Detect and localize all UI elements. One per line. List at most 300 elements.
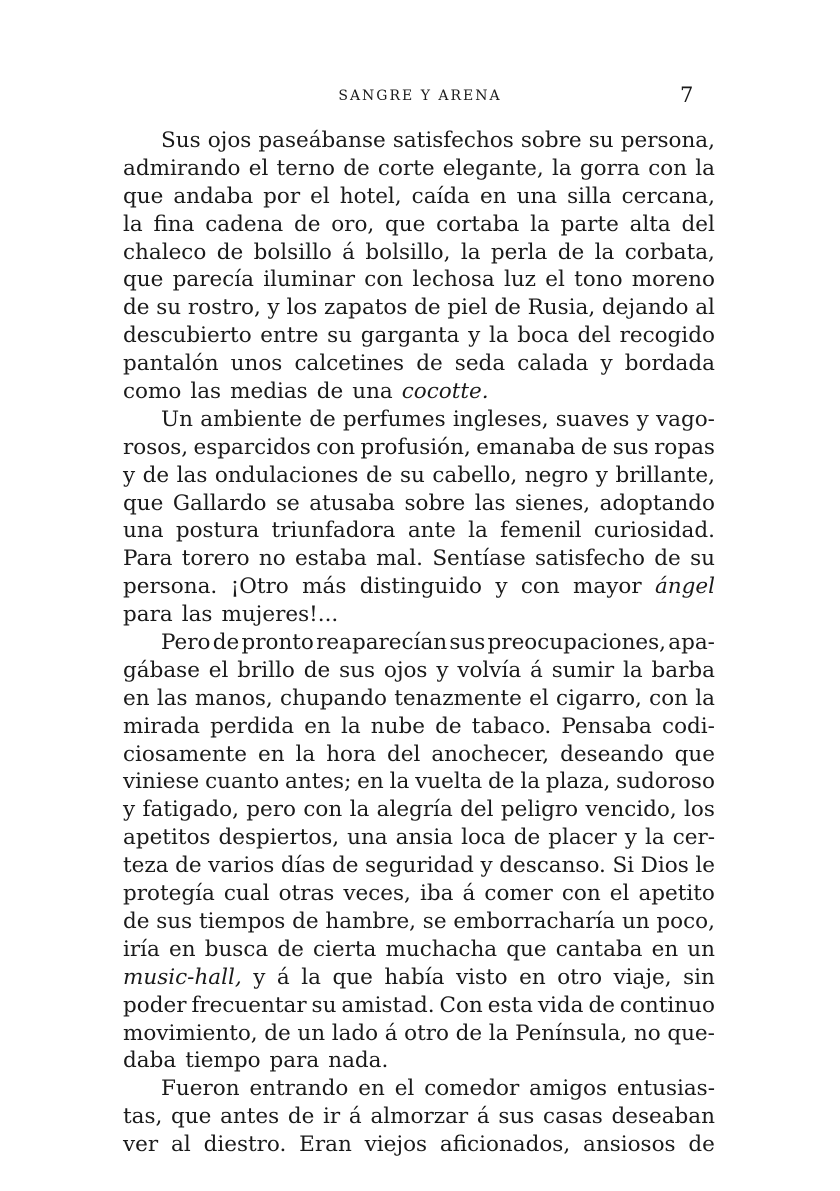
word: y (436, 657, 449, 683)
text-line (123, 378, 715, 406)
word: hotel, (339, 183, 402, 209)
word: de (580, 434, 608, 460)
word: ansiosos (583, 1132, 676, 1158)
text-line (123, 629, 715, 657)
word: de (494, 295, 521, 321)
text-line (123, 155, 715, 183)
running-title: SANGRE Y ARENA (338, 88, 502, 104)
word: una (123, 518, 164, 544)
text-line (123, 824, 715, 852)
text-line (123, 657, 715, 685)
word: antes; (285, 769, 352, 795)
word: satisfecho (535, 546, 645, 572)
word: corbata, (624, 239, 715, 265)
word: á (462, 881, 476, 907)
word: tono (574, 267, 623, 293)
word: ver (123, 1132, 159, 1158)
word: se (422, 908, 447, 934)
word: rosos, (123, 434, 189, 460)
word: suaves (555, 406, 630, 432)
word: daba (123, 1048, 177, 1074)
word: sus (339, 657, 376, 683)
word: almorzar (370, 1104, 469, 1130)
word: á (476, 1104, 490, 1130)
word: satisfechos (392, 128, 514, 153)
word: barba (651, 657, 715, 683)
word: medias (230, 379, 308, 405)
word: de (212, 630, 240, 656)
word: y (468, 323, 481, 349)
word: perdida (210, 713, 295, 739)
word: y (624, 825, 637, 851)
word: iría (123, 936, 160, 962)
word: de (293, 211, 321, 237)
text-line (123, 434, 715, 462)
word: la (695, 685, 715, 711)
word: manos, (194, 685, 273, 711)
word: sudoroso (616, 769, 715, 795)
word: vuelta (415, 769, 483, 795)
word: á (384, 1020, 398, 1046)
word: movimiento, (123, 1020, 258, 1046)
word: apa- (668, 630, 715, 656)
word: á (342, 239, 355, 265)
word: con (561, 881, 601, 907)
word: á (276, 964, 290, 990)
word: el (248, 155, 269, 181)
word: sus (612, 434, 649, 460)
word: en (651, 936, 679, 962)
word: de (455, 1020, 483, 1046)
word: Rusia, (527, 295, 596, 321)
word: con (520, 574, 560, 600)
word: en (168, 936, 196, 962)
word: Pero (161, 630, 211, 656)
word: de (416, 351, 443, 377)
word: busca (204, 936, 269, 962)
word: emanaba (476, 434, 576, 460)
text-line (123, 239, 715, 267)
word: Un (161, 406, 193, 432)
word: entrando (249, 1076, 349, 1102)
word: mirada (123, 713, 200, 739)
word: deseaban (611, 1104, 715, 1130)
text-line (123, 964, 715, 992)
word: vago- (655, 406, 715, 432)
word: hora (326, 741, 377, 767)
word: reaparecían (316, 630, 448, 656)
word: frecuentar (191, 992, 307, 1018)
word: oro, (331, 211, 375, 237)
word: profusión, (360, 434, 471, 460)
word: apetito (638, 881, 715, 907)
word: no (258, 546, 286, 572)
word: de (654, 546, 681, 572)
word: diestro. (203, 1132, 287, 1158)
word: tabaco. (471, 713, 552, 739)
text-line (123, 992, 715, 1020)
word: estaba (294, 546, 367, 572)
word: la (123, 211, 143, 237)
word: caída (411, 183, 470, 209)
word: Si (612, 853, 635, 879)
word: para (123, 602, 173, 628)
text-line (123, 490, 715, 518)
word: cual (223, 881, 270, 907)
word: paseábanse (258, 128, 386, 153)
word: en (304, 713, 331, 739)
word: con (649, 685, 689, 711)
word: de (435, 713, 462, 739)
word: los (684, 797, 715, 823)
text-line (123, 768, 715, 796)
text-line (123, 685, 715, 713)
word: de (331, 853, 359, 879)
word: brillo (237, 657, 295, 683)
word: con (648, 155, 688, 181)
word: del (387, 741, 421, 767)
word: la (301, 964, 321, 990)
word: comedor (424, 1076, 520, 1102)
word: perfumes (342, 406, 446, 432)
word: atusaba (309, 490, 395, 516)
text-line (123, 1020, 715, 1048)
word: con (303, 797, 343, 823)
word: la (488, 1020, 509, 1046)
word: luz (503, 267, 537, 293)
word: de (175, 853, 202, 879)
word: la (460, 239, 481, 265)
word: zapatos (324, 295, 408, 321)
word: en (479, 183, 507, 209)
word: brillante, (615, 462, 715, 488)
word: otras (278, 881, 335, 907)
word: de (123, 295, 150, 321)
text-line (123, 1131, 715, 1159)
word: le (695, 853, 715, 879)
text-line (123, 1103, 715, 1131)
word: no (633, 1020, 661, 1046)
word: cantaba (555, 936, 643, 962)
word: aficionados, (439, 1132, 571, 1158)
word: viniese (123, 769, 200, 795)
word: Pensaba (561, 713, 652, 739)
word: la (695, 155, 715, 181)
word: femenil (500, 518, 582, 544)
word: al (695, 295, 715, 321)
word: del (681, 211, 715, 237)
word: codi- (662, 713, 715, 739)
word: pronto (241, 630, 314, 656)
text-line (123, 211, 715, 239)
word: de (365, 462, 393, 488)
word: preocupaciones, (487, 630, 667, 656)
word: poco, (656, 908, 715, 934)
word: de (123, 908, 150, 934)
word: despiertos, (218, 825, 340, 851)
word: sienes, (515, 490, 591, 516)
word: que (123, 267, 164, 293)
word: triunfadora (271, 518, 396, 544)
word: una (352, 379, 393, 405)
word: chupando (280, 685, 387, 711)
word: cocotte. (401, 379, 489, 405)
word: la (551, 155, 572, 181)
word: dejando (601, 295, 689, 321)
word: cuanto (205, 769, 280, 795)
word: y (123, 462, 136, 488)
word: hambre, (325, 908, 417, 934)
word: anochecer, (431, 741, 550, 767)
text-line (123, 322, 715, 350)
word: en (357, 769, 384, 795)
word: Península, (515, 1020, 628, 1046)
word: ojos (207, 128, 252, 153)
word: á (348, 1104, 362, 1130)
word: y (123, 797, 136, 823)
word: veces, (343, 881, 411, 907)
word: otro (404, 1020, 449, 1046)
text-line (123, 601, 715, 629)
word: y (600, 351, 613, 377)
word: emborracharía (453, 908, 616, 934)
word: alegría (376, 797, 453, 823)
word: que (332, 964, 373, 990)
word: las (181, 602, 213, 628)
word: persona, (620, 128, 715, 153)
word: comer (484, 881, 553, 907)
word: de (277, 936, 304, 962)
word: gorra (579, 155, 640, 181)
word: chaleco (123, 239, 207, 265)
word: la (349, 797, 370, 823)
word: de (688, 1132, 715, 1158)
word: adoptando (599, 490, 715, 516)
word: la (622, 657, 643, 683)
word: gábase (123, 657, 200, 683)
word: entre (260, 323, 319, 349)
word: en (123, 685, 150, 711)
word: moreno (631, 267, 715, 293)
word: el (529, 685, 549, 711)
word: sus (498, 1104, 535, 1130)
word: Fueron (161, 1076, 240, 1102)
word: elegante, (442, 155, 544, 181)
word: perla (490, 239, 548, 265)
word: torero (181, 546, 250, 572)
word: otro (557, 964, 603, 990)
word: tiempo (185, 1048, 261, 1074)
word: casas (543, 1104, 603, 1130)
word: negro (524, 462, 589, 488)
word: los (286, 295, 318, 321)
word: andaba (173, 183, 254, 209)
word: lechosa (412, 267, 495, 293)
word: para (269, 1048, 320, 1074)
text-line (123, 880, 715, 908)
word: piel (447, 295, 488, 321)
word: sus (156, 908, 193, 934)
word: bolsillo, (365, 239, 451, 265)
word: descanso. (499, 853, 606, 879)
word: apetitos (123, 825, 211, 851)
word: rostro, (187, 295, 261, 321)
word: ansia (395, 825, 454, 851)
word: Sentíase (432, 546, 526, 572)
word: sobre (520, 128, 582, 153)
word: las (176, 462, 208, 488)
word: sobre (404, 490, 466, 516)
word: loca (461, 825, 506, 851)
word: ropas (654, 434, 715, 460)
page-number: 7 (680, 83, 694, 107)
word: curiosidad. (593, 518, 715, 544)
word: cortaba (436, 211, 520, 237)
word: de (287, 1104, 315, 1130)
word: el (394, 1076, 415, 1102)
word: más (302, 574, 347, 600)
word: Dios (640, 853, 689, 879)
word: Para (123, 546, 173, 572)
text-line (123, 266, 715, 294)
word: silla (567, 183, 612, 209)
word: Sus (161, 128, 201, 153)
word: una (347, 825, 388, 851)
word: la (488, 323, 509, 349)
word: cabello, (432, 462, 518, 488)
word: se (275, 490, 300, 516)
word: recogido (619, 323, 715, 349)
word: ambiente (200, 406, 302, 432)
text-line (123, 127, 715, 155)
word: en (519, 964, 546, 990)
word: la (340, 713, 361, 739)
word: unos (230, 351, 283, 377)
word: entusias- (616, 1076, 715, 1102)
text-line (123, 852, 715, 880)
word: lado (331, 1020, 379, 1046)
word: y (595, 462, 608, 488)
word: parte (560, 211, 619, 237)
word: tenazmente (394, 685, 522, 711)
word: al (171, 1132, 191, 1158)
word: tas, (123, 1104, 163, 1130)
word: á (530, 657, 543, 683)
word: teza (123, 853, 169, 879)
word: esparcidos (193, 434, 311, 460)
word: la (594, 239, 615, 265)
text-line (123, 517, 715, 545)
word: deseando (560, 741, 664, 767)
word: cer- (672, 825, 715, 851)
word: garganta (360, 323, 460, 349)
word: de (142, 462, 170, 488)
word: Gallardo (172, 490, 267, 516)
word: placer (548, 825, 617, 851)
word: cierta (312, 936, 377, 962)
word: boca (517, 323, 569, 349)
word: pero (246, 797, 297, 823)
word: muchacha (385, 936, 498, 962)
word: plaza, (545, 769, 611, 795)
word: su (327, 323, 353, 349)
word: tiempos (198, 908, 286, 934)
word: un (687, 936, 715, 962)
word: con (364, 267, 404, 293)
word: admirando (123, 155, 241, 181)
word: en (258, 741, 285, 767)
word: corte (377, 155, 435, 181)
word: que (123, 490, 164, 516)
word: había (384, 964, 445, 990)
word: antes (220, 1104, 280, 1130)
word: de (557, 239, 585, 265)
word: mujeres!... (221, 602, 339, 628)
word: sin (683, 964, 715, 990)
word: nube (370, 713, 425, 739)
word: postura (175, 518, 260, 544)
word: ángel (654, 574, 715, 600)
word: descubierto (123, 323, 252, 349)
word: el (208, 657, 229, 683)
word: un (621, 908, 650, 934)
word: pantalón (123, 351, 219, 377)
word: que- (667, 1020, 715, 1046)
word: un (297, 1020, 326, 1046)
word: en (358, 1076, 385, 1102)
word: su (399, 462, 425, 488)
word: esta (487, 992, 533, 1018)
word: calada (517, 351, 589, 377)
word: de (309, 406, 336, 432)
word: mal. (376, 546, 423, 572)
word: ante (407, 518, 456, 544)
word: y (253, 964, 266, 990)
word: ondulaciones (214, 462, 359, 488)
word: music-hall, (123, 964, 242, 990)
word: el (609, 881, 630, 907)
word: iba (419, 881, 454, 907)
word: la (295, 741, 316, 767)
word: iluminar (263, 267, 356, 293)
word: calcetines (294, 351, 405, 377)
word: protegía (123, 881, 215, 907)
word: su (588, 128, 614, 153)
word: la (389, 769, 410, 795)
word: de (303, 657, 331, 683)
word: de (316, 379, 344, 405)
word: de (414, 295, 441, 321)
word: la (530, 211, 550, 237)
word: fina (153, 211, 195, 237)
word: que (171, 1104, 212, 1130)
word: la (644, 825, 665, 851)
word: ojos (383, 657, 428, 683)
word: por (263, 183, 301, 209)
word: de (343, 155, 370, 181)
word: que (506, 936, 547, 962)
word: Con (439, 992, 483, 1018)
word: días (280, 853, 326, 879)
word: cadena (205, 211, 284, 237)
word: seda (454, 351, 506, 377)
text-line (123, 908, 715, 936)
body-text (123, 127, 715, 1159)
word: fatigado, (142, 797, 239, 823)
word: volvía (457, 657, 522, 683)
text-line (123, 741, 715, 769)
word: parecía (172, 267, 254, 293)
